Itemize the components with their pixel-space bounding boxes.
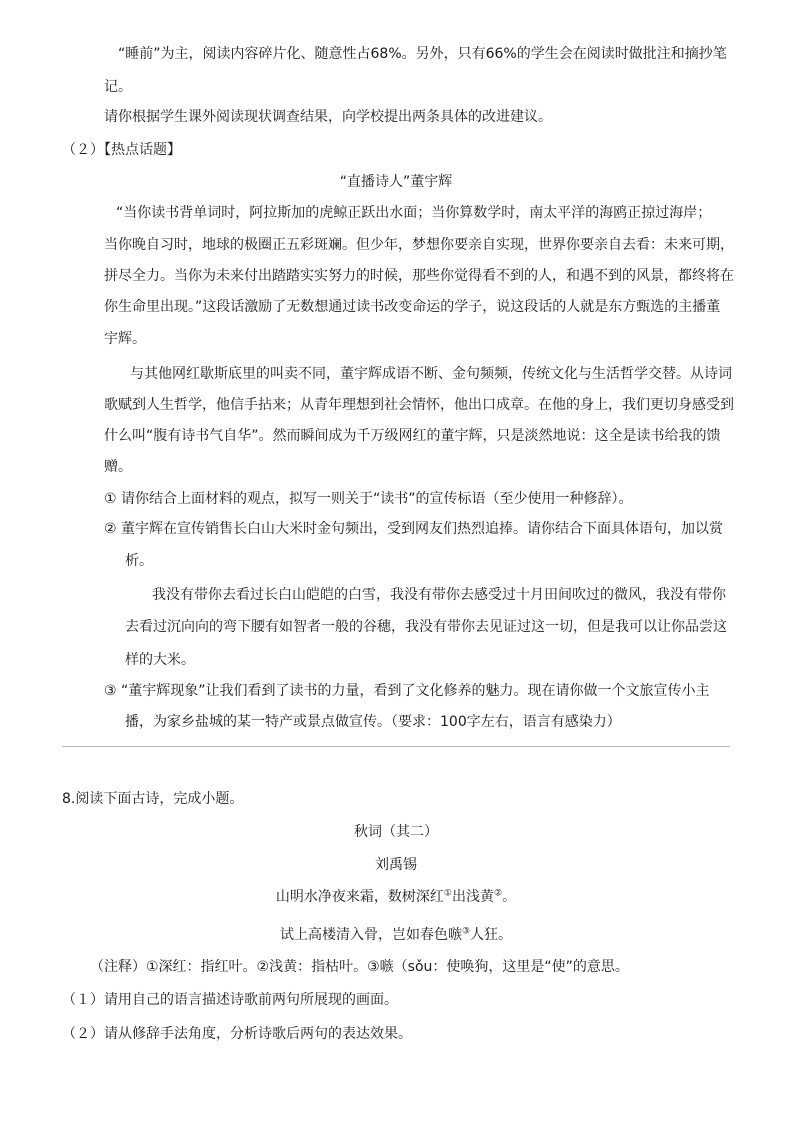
question-8-heading: 8.阅读下面古诗，完成小题。 [62, 791, 244, 807]
quote-line-1: 我没有带你去看过长白山皑皑的白雪，我没有带你去感受过十月田间吹过的微风，我没有带你 [152, 587, 726, 603]
para1-line-2: 当你晚自习时，地球的极圈正五彩斑斓。但少年，梦想你要亲自实现，世界你要亲自去看：未来可期， [104, 237, 734, 253]
quote-line-2: 去看过沉向向的弯下腰有如智者一般的谷穗，我没有带你去见证过这一切，但是我可以让你品尝这 [125, 619, 727, 635]
poem-line-1-part-a: 山明水净夜来霜，数树深红 [275, 889, 444, 905]
para1-line-1: “当你读书背单词时，阿拉斯加的虎鲸正跃出水面；当你算数学时，南太平洋的海鸥正掠过海岸； [116, 205, 712, 221]
para1-line-4: 你生命里出现。”这段话激励了无数想通过读书改变命运的学子，说这段话的人就是东方甄选的主播董 [104, 299, 721, 315]
poem-notes: （注释）①深红：指红叶。②浅黄：指枯叶。③嗾（sǒu：使唤狗，这里是“使”的意思。 [90, 959, 629, 975]
article-title: “直播诗人”董宇辉 [339, 174, 453, 190]
para1-line-3: 拼尽全力。当你为未来付出踏踏实实努力的时候，那些你觉得看不到的人，和遇不到的风景，都终将在 [104, 268, 734, 284]
intro-instruction: 请你根据学生课外阅读现状调查结果，向学校提出两条具体的改进建议。 [104, 109, 552, 125]
note-marker-1: ① [443, 888, 452, 899]
sub-question-2: （２）请从修辞手法角度，分析诗歌后两句的表达效果。 [62, 1026, 412, 1042]
question-2-line-1: ② 董宇辉在宣传销售长白山大米时金句频出，受到网友们热烈追捧。请你结合下面具体语句，加以赏 [104, 521, 723, 537]
question-3-line-1: ③ “董宇辉现象”让我们看到了读书的力量，看到了文化修养的魅力。现在请你做一个文旅宣传小主 [104, 683, 710, 699]
section-divider [62, 746, 730, 747]
poem-author: 刘禹锡 [375, 857, 417, 873]
para2-line-4: 赠。 [104, 459, 132, 475]
poem-line-1-part-c: 。 [502, 889, 517, 905]
sub-question-1: （１）请用自己的语言描述诗歌前两句所展现的画面。 [62, 992, 398, 1008]
poem-line-1-part-b: 出浅黄 [452, 889, 494, 905]
quote-line-3: 样的大米。 [125, 652, 195, 668]
poem-line-2-part-b: 人狂。 [470, 927, 513, 943]
note-marker-2: ② [494, 888, 503, 899]
question-1: ① 请你结合上面材料的观点，拟写一则关于“读书”的宣传标语（至少使用一种修辞）。 [104, 491, 633, 507]
intro-line-2: 记。 [104, 79, 132, 95]
question-3-line-2: 播，为家乡盐城的某一特产或景点做宣传。（要求：100字左右，语言有感染力） [125, 714, 621, 730]
question-2-line-2: 析。 [125, 553, 153, 569]
para1-line-5: 宇辉。 [104, 331, 146, 347]
poem-line-2-part-a: 试上高楼清入骨，岂如春色嗾 [279, 927, 462, 943]
poem-line-1 [0, 887, 792, 907]
intro-line-1: “睡前”为主，阅读内容碎片化、随意性占68%。另外，只有66%的学生会在阅读时做批注和摘抄笔 [118, 46, 727, 62]
para2-line-1: 与其他网红歇斯底里的叫卖不同，董宇辉成语不断、金句频频，传统文化与生活哲学交替。从诗词 [130, 366, 732, 382]
note-marker-3: ③ [461, 926, 471, 937]
section-label: （２）【热点话题】 [62, 142, 181, 158]
para2-line-3: 什么叫“腹有诗书气自华”。然而瞬间成为千万级网红的董宇辉，只是淡然地说：这全是读书给我的馈 [104, 428, 721, 444]
poem-title: 秋词（其二） [354, 824, 438, 840]
para2-line-2: 歌赋到人生哲学，他信手拈来；从青年理想到社会情怀，他出口成章。在他的身上，我们更切身感受到 [104, 397, 734, 413]
poem-line-2 [0, 925, 792, 945]
